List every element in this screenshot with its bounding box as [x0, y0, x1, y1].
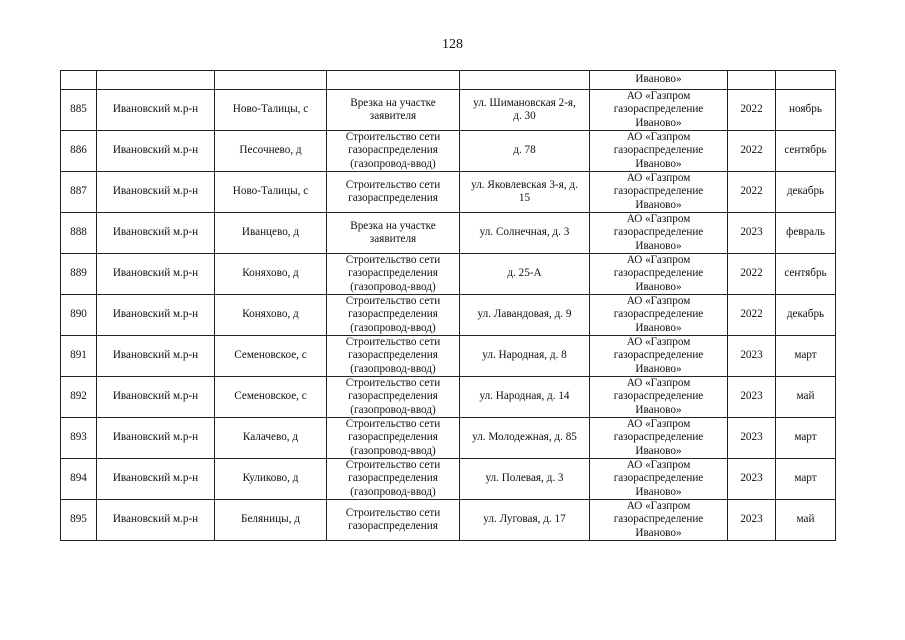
table-row	[61, 500, 836, 541]
cell-address-line: ул. Солнечная, д. 3	[479, 226, 570, 239]
cell-work-line: заявителя	[369, 233, 417, 245]
table-row	[61, 418, 836, 459]
cell-month	[776, 71, 836, 90]
cell-organization	[590, 377, 728, 418]
cell-organization-line: газораспределение	[613, 144, 704, 157]
cell-organization	[590, 295, 728, 336]
cell-settlement	[215, 71, 327, 90]
cell-year: 2023	[728, 500, 776, 541]
cell-work	[327, 71, 460, 90]
cell-work-line: Строительство сети	[345, 178, 441, 191]
cell-work-line: газораспределения	[348, 472, 438, 485]
cell-work-line: Строительство сети	[345, 336, 441, 349]
cell-year: 2022	[728, 90, 776, 131]
cell-settlement: Ново-Талицы, с	[215, 90, 327, 131]
cell-district: Ивановский м.р-н	[97, 377, 215, 418]
cell-district: Ивановский м.р-н	[97, 172, 215, 213]
cell-year: 2023	[728, 459, 776, 500]
cell-work-line: газораспределения	[348, 520, 438, 532]
cell-address	[460, 418, 590, 459]
cell-work	[327, 254, 460, 295]
cell-work-line: (газопровод-ввод)	[350, 362, 436, 375]
cell-organization-line: Иваново»	[635, 526, 682, 539]
cell-address	[460, 213, 590, 254]
cell-num: 893	[61, 418, 97, 459]
cell-organization-line: газораспределение	[613, 308, 704, 321]
cell-settlement: Коняхово, д	[215, 254, 327, 295]
cell-address-line: ул. Народная, д. 14	[479, 390, 570, 403]
cell-address	[460, 295, 590, 336]
cell-year: 2023	[728, 213, 776, 254]
cell-organization-line: Иваново»	[635, 485, 682, 498]
cell-address	[460, 90, 590, 131]
cell-organization-line: АО «Газпром	[626, 336, 691, 349]
cell-work	[327, 336, 460, 377]
cell-organization-line: газораспределение	[613, 472, 704, 485]
cell-work-line: газораспределения	[348, 192, 438, 204]
cell-num: 891	[61, 336, 97, 377]
cell-settlement: Иванцево, д	[215, 213, 327, 254]
cell-district: Ивановский м.р-н	[97, 336, 215, 377]
cell-address	[460, 500, 590, 541]
cell-year: 2022	[728, 131, 776, 172]
cell-address-line: д. 25-А	[507, 267, 542, 280]
cell-year: 2022	[728, 295, 776, 336]
cell-work-line: Врезка на участке	[350, 96, 436, 109]
cell-address-line: ул. Луговая, д. 17	[483, 513, 566, 526]
cell-num: 890	[61, 295, 97, 336]
table-row	[61, 172, 836, 213]
cell-district	[97, 71, 215, 90]
cell-work	[327, 213, 460, 254]
cell-num: 892	[61, 377, 97, 418]
cell-year	[728, 71, 776, 90]
page-number: 128	[442, 37, 463, 52]
continuation-row	[61, 71, 836, 90]
cell-work-line: (газопровод-ввод)	[350, 321, 436, 334]
cell-work-line: (газопровод-ввод)	[350, 444, 436, 457]
cell-organization-line: АО «Газпром	[626, 418, 691, 431]
cell-work-line: газораспределения	[348, 390, 438, 403]
table-row	[61, 295, 836, 336]
cell-address-line: ул. Лавандовая, д. 9	[477, 308, 572, 321]
cell-address-line: д. 30	[513, 110, 536, 122]
table-row	[61, 459, 836, 500]
cell-organization-line: АО «Газпром	[626, 254, 691, 267]
cell-work-line: Строительство сети	[345, 131, 441, 144]
cell-organization-line: Иваново»	[635, 157, 682, 170]
cell-organization	[590, 500, 728, 541]
cell-work-line: Строительство сети	[345, 459, 441, 472]
cell-work-line: газораспределения	[348, 349, 438, 362]
cell-organization-line: АО «Газпром	[626, 500, 691, 513]
cell-district: Ивановский м.р-н	[97, 418, 215, 459]
cell-organization-line: АО «Газпром	[626, 459, 691, 472]
cell-num: 886	[61, 131, 97, 172]
cell-address	[460, 131, 590, 172]
cell-organization-line: газораспределение	[613, 513, 704, 526]
cell-month: февраль	[776, 213, 836, 254]
table-row	[61, 377, 836, 418]
table-row	[61, 336, 836, 377]
cell-district: Ивановский м.р-н	[97, 213, 215, 254]
cell-work	[327, 500, 460, 541]
cell-work-line: газораспределения	[348, 144, 438, 157]
cell-work-line: газораспределения	[348, 267, 438, 280]
cell-organization-line: АО «Газпром	[626, 377, 691, 390]
cell-work	[327, 418, 460, 459]
cell-address	[460, 254, 590, 295]
cell-organization-line: АО «Газпром	[626, 131, 691, 144]
cell-num: 885	[61, 90, 97, 131]
cell-work-line: Строительство сети	[345, 506, 441, 519]
cell-work-line: Врезка на участке	[350, 219, 436, 232]
cell-organization-line: Иваново»	[635, 362, 682, 375]
cell-organization-line: АО «Газпром	[626, 90, 691, 103]
cell-month: сентябрь	[776, 131, 836, 172]
cell-num	[61, 71, 97, 90]
cell-work	[327, 295, 460, 336]
cell-organization-line: Иваново»	[635, 280, 682, 293]
cell-settlement: Семеновское, с	[215, 336, 327, 377]
cell-address-line: ул. Молодежная, д. 85	[472, 431, 577, 444]
cell-organization	[590, 336, 728, 377]
table-row	[61, 213, 836, 254]
cell-address	[460, 172, 590, 213]
cell-organization	[590, 172, 728, 213]
cell-work	[327, 90, 460, 131]
cell-district: Ивановский м.р-н	[97, 459, 215, 500]
cell-work-line: (газопровод-ввод)	[350, 485, 436, 498]
cell-settlement: Семеновское, с	[215, 377, 327, 418]
cell-organization	[590, 254, 728, 295]
cell-month: сентябрь	[776, 254, 836, 295]
cell-organization-line: газораспределение	[613, 267, 704, 280]
cell-district: Ивановский м.р-н	[97, 295, 215, 336]
cell-settlement: Куликово, д	[215, 459, 327, 500]
cell-work-line: Строительство сети	[345, 295, 441, 308]
table-row	[61, 254, 836, 295]
cell-work-line: (газопровод-ввод)	[350, 157, 436, 170]
cell-organization-line: Иваново»	[635, 444, 682, 457]
cell-address	[460, 459, 590, 500]
cell-num: 888	[61, 213, 97, 254]
cell-num: 895	[61, 500, 97, 541]
cell-address-line: 15	[518, 192, 531, 204]
cell-num: 894	[61, 459, 97, 500]
cell-num: 887	[61, 172, 97, 213]
cell-address	[460, 71, 590, 90]
table-row	[61, 90, 836, 131]
cell-organization	[590, 459, 728, 500]
cell-organization-line: газораспределение	[613, 103, 704, 116]
cell-work-line: Строительство сети	[345, 377, 441, 390]
cell-work-line: Строительство сети	[345, 418, 441, 431]
cell-address-line: ул. Шимановская 2-я,	[473, 96, 576, 109]
cell-address-line: ул. Яковлевская 3-я, д.	[471, 178, 578, 191]
cell-month: март	[776, 418, 836, 459]
cell-work-line: заявителя	[369, 110, 417, 122]
cell-organization-line: АО «Газпром	[626, 213, 691, 226]
cell-month: декабрь	[776, 295, 836, 336]
cell-year: 2023	[728, 377, 776, 418]
cell-district: Ивановский м.р-н	[97, 254, 215, 295]
cell-organization	[590, 213, 728, 254]
cell-work	[327, 459, 460, 500]
cell-organization-line: АО «Газпром	[626, 295, 691, 308]
cell-work-line: газораспределения	[348, 431, 438, 444]
cell-year: 2023	[728, 418, 776, 459]
cell-address-line: д. 78	[513, 144, 536, 157]
cell-address	[460, 336, 590, 377]
cell-organization	[590, 418, 728, 459]
cell-month: март	[776, 336, 836, 377]
cell-work	[327, 377, 460, 418]
cell-organization-line: газораспределение	[613, 349, 704, 362]
cell-work-line: газораспределения	[348, 308, 438, 321]
cell-organization-line: АО «Газпром	[626, 172, 691, 185]
cell-organization-line: Иваново»	[635, 239, 682, 252]
cell-organization: Иваново»	[590, 71, 728, 90]
cell-organization-line: Иваново»	[635, 198, 682, 211]
cell-work	[327, 131, 460, 172]
cell-organization-line: газораспределение	[613, 185, 704, 198]
cell-settlement: Ново-Талицы, с	[215, 172, 327, 213]
cell-organization-line: Иваново»	[635, 403, 682, 416]
cell-work-line: Строительство сети	[345, 254, 441, 267]
cell-num: 889	[61, 254, 97, 295]
cell-work-line: (газопровод-ввод)	[350, 403, 436, 416]
cell-organization-line: Иваново»	[635, 321, 682, 334]
cell-month: май	[776, 500, 836, 541]
cell-year: 2022	[728, 254, 776, 295]
cell-work-line: (газопровод-ввод)	[350, 280, 436, 293]
cell-district: Ивановский м.р-н	[97, 131, 215, 172]
cell-address-line: ул. Полевая, д. 3	[485, 472, 564, 485]
cell-month: май	[776, 377, 836, 418]
cell-settlement: Беляницы, д	[215, 500, 327, 541]
cell-settlement: Песочнево, д	[215, 131, 327, 172]
cell-month: март	[776, 459, 836, 500]
cell-address	[460, 377, 590, 418]
cell-year: 2023	[728, 336, 776, 377]
cell-month: ноябрь	[776, 90, 836, 131]
cell-month: декабрь	[776, 172, 836, 213]
table-row	[61, 131, 836, 172]
cell-organization	[590, 90, 728, 131]
cell-settlement: Калачево, д	[215, 418, 327, 459]
cell-organization-line: Иваново»	[635, 116, 682, 129]
cell-organization	[590, 131, 728, 172]
cell-organization-line: газораспределение	[613, 226, 704, 239]
gas-works-table	[60, 70, 836, 541]
cell-year: 2022	[728, 172, 776, 213]
cell-address-line: ул. Народная, д. 8	[482, 349, 567, 362]
cell-work	[327, 172, 460, 213]
cell-organization-line: газораспределение	[613, 431, 704, 444]
cell-organization-line: газораспределение	[613, 390, 704, 403]
cell-district: Ивановский м.р-н	[97, 90, 215, 131]
cell-settlement: Коняхово, д	[215, 295, 327, 336]
cell-district: Ивановский м.р-н	[97, 500, 215, 541]
